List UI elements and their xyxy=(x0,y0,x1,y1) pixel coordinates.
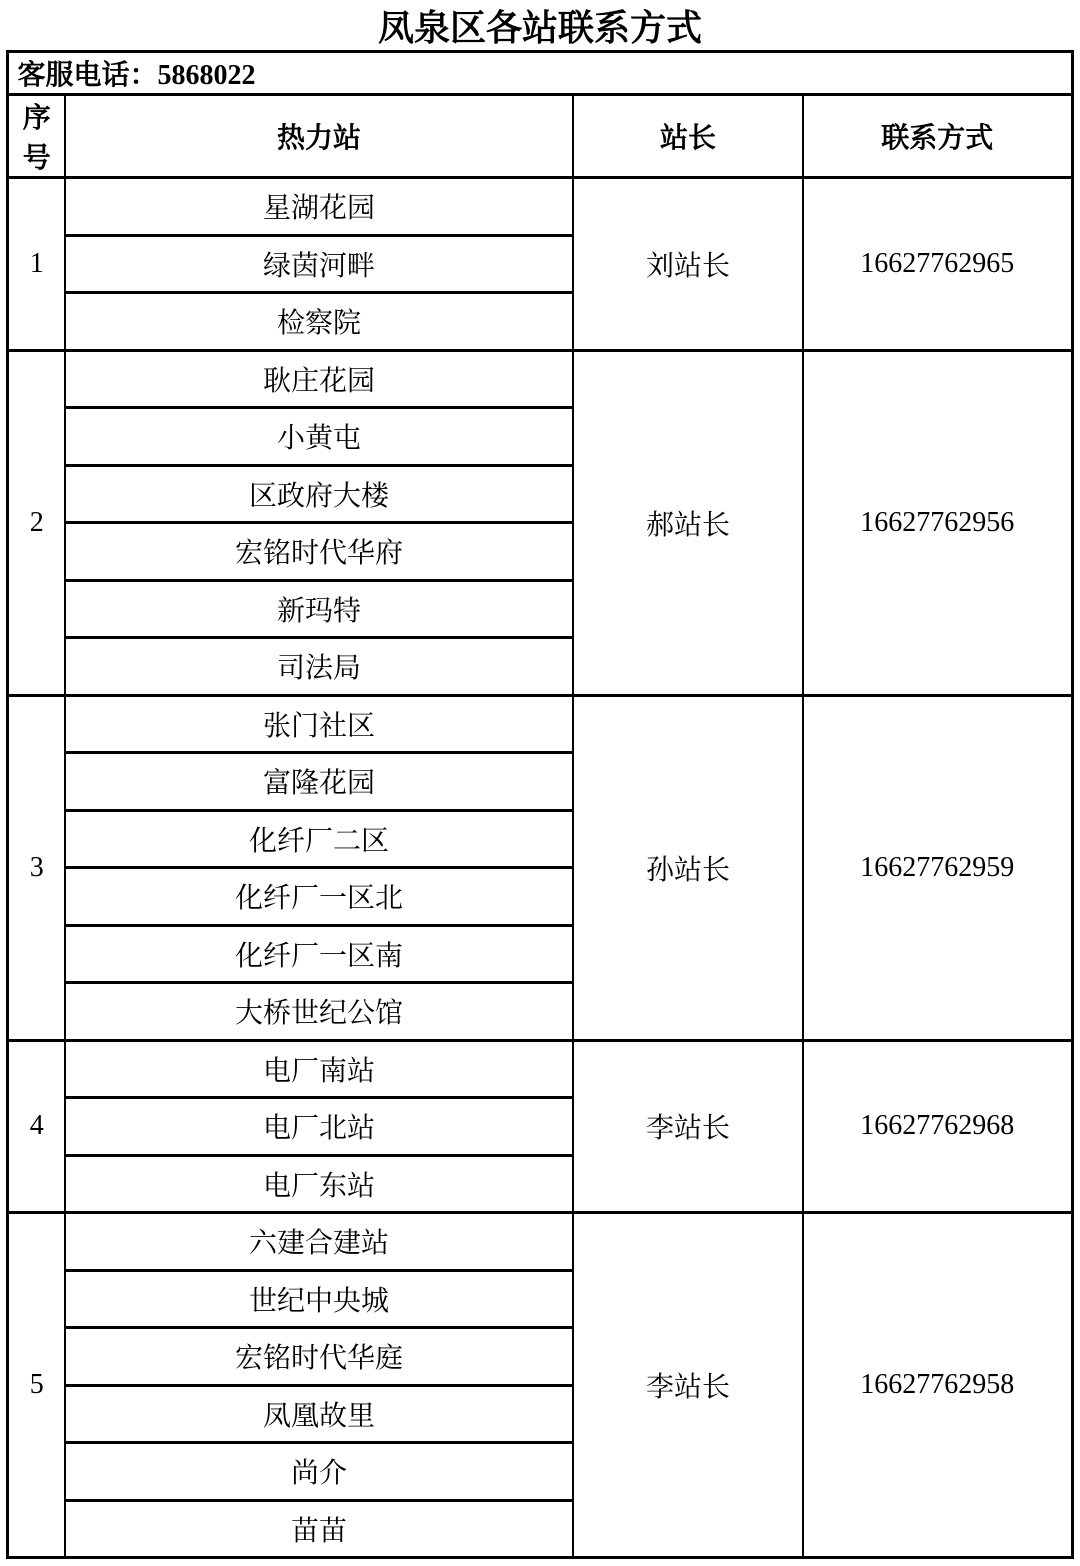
phone-cell: 16627762959 xyxy=(803,695,1072,1040)
station-cell: 大桥世纪公馆 xyxy=(65,983,573,1041)
station-cell: 司法局 xyxy=(65,638,573,696)
station-cell: 凤凰故里 xyxy=(65,1385,573,1443)
station-cell: 世纪中央城 xyxy=(65,1270,573,1328)
chief-cell: 李站长 xyxy=(573,1213,803,1558)
station-cell: 耿庄花园 xyxy=(65,350,573,408)
page-title: 凤泉区各站联系方式 xyxy=(377,8,702,48)
station-cell: 化纤厂一区北 xyxy=(65,868,573,926)
station-cell: 电厂南站 xyxy=(65,1040,573,1098)
row-number-cell: 2 xyxy=(8,350,65,695)
contact-table xyxy=(6,50,1073,1559)
phone-cell: 16627762968 xyxy=(803,1040,1072,1213)
service-phone-row xyxy=(8,52,1072,95)
station-cell: 宏铭时代华府 xyxy=(65,523,573,581)
station-cell: 六建合建站 xyxy=(65,1213,573,1271)
header-station: 热力站 xyxy=(65,95,573,178)
station-cell: 区政府大楼 xyxy=(65,465,573,523)
chief-cell: 郝站长 xyxy=(573,350,803,695)
station-cell: 新玛特 xyxy=(65,580,573,638)
station-cell: 化纤厂一区南 xyxy=(65,925,573,983)
station-cell: 张门社区 xyxy=(65,695,573,753)
chief-cell: 刘站长 xyxy=(573,178,803,351)
chief-cell: 孙站长 xyxy=(573,695,803,1040)
station-cell: 宏铭时代华庭 xyxy=(65,1328,573,1386)
phone-cell: 16627762958 xyxy=(803,1213,1072,1558)
station-cell: 化纤厂二区 xyxy=(65,810,573,868)
station-cell: 富隆花园 xyxy=(65,753,573,811)
table-row xyxy=(8,178,1072,236)
row-number-cell: 4 xyxy=(8,1040,65,1213)
phone-cell: 16627762965 xyxy=(803,178,1072,351)
table-row xyxy=(8,1213,1072,1271)
station-cell: 星湖花园 xyxy=(65,178,573,236)
station-cell: 电厂东站 xyxy=(65,1155,573,1213)
chief-cell: 李站长 xyxy=(573,1040,803,1213)
header-phone: 联系方式 xyxy=(803,95,1072,178)
station-cell: 绿茵河畔 xyxy=(65,235,573,293)
row-number-cell: 1 xyxy=(8,178,65,351)
row-number-cell: 5 xyxy=(8,1213,65,1558)
header-row-number: 序号 xyxy=(8,95,65,178)
station-cell: 小黄屯 xyxy=(65,408,573,466)
station-cell: 电厂北站 xyxy=(65,1098,573,1156)
station-cell: 苗苗 xyxy=(65,1500,573,1558)
service-phone-label: 客服电话：5868022 xyxy=(8,52,1072,95)
table-row xyxy=(8,1040,1072,1098)
phone-cell: 16627762956 xyxy=(803,350,1072,695)
header-chief: 站长 xyxy=(573,95,803,178)
row-number-cell: 3 xyxy=(8,695,65,1040)
table-row xyxy=(8,695,1072,753)
table-row xyxy=(8,350,1072,408)
station-cell: 尚介 xyxy=(65,1443,573,1501)
station-cell: 检察院 xyxy=(65,293,573,351)
header-row xyxy=(8,95,1072,178)
